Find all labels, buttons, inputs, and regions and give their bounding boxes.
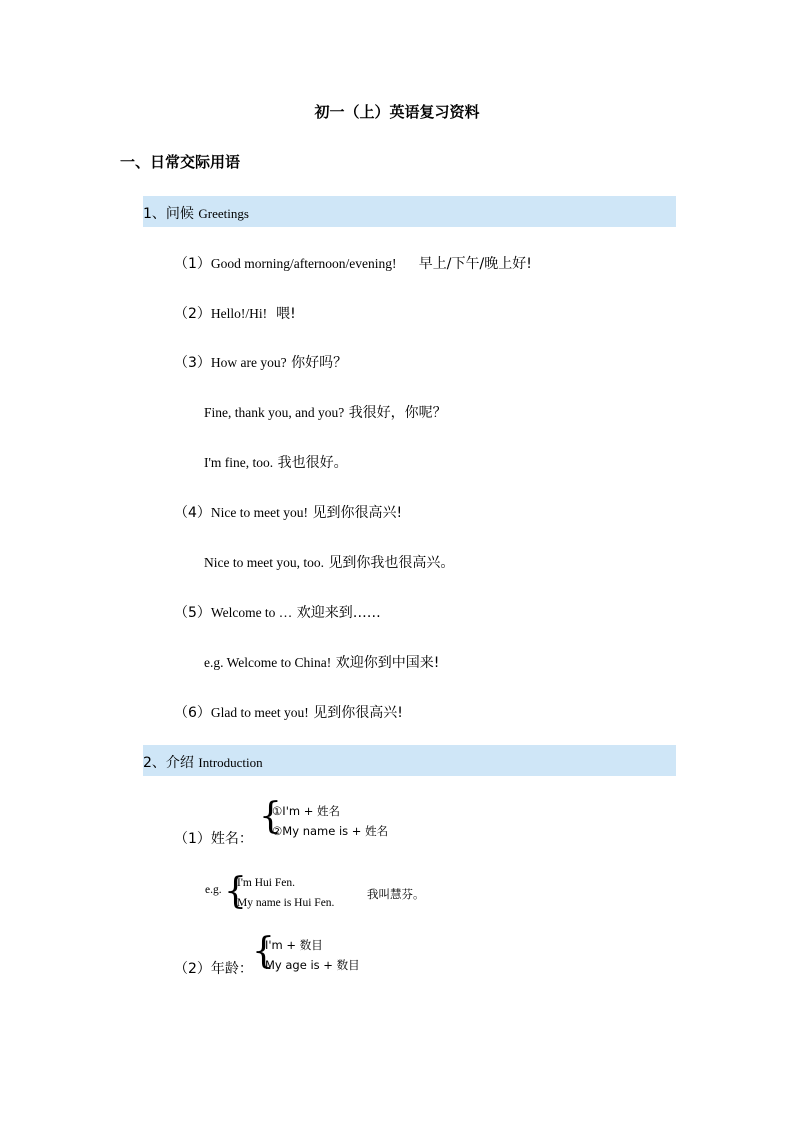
brace-icon: { — [252, 931, 275, 972]
list-item: Nice to meet you, too. 见到你我也很高兴。 — [204, 555, 455, 571]
name-option-2: ②My name is + 姓名 — [272, 824, 389, 838]
list-item: （2）Hello!/Hi! 喂! — [174, 306, 296, 322]
eg-translation: 我叫慧芬。 — [367, 887, 425, 901]
greetings-header-en: Greetings — [198, 206, 249, 221]
greetings-header — [143, 196, 676, 227]
list-item: （3）How are you? 你好吗？ — [174, 355, 348, 371]
eg-line-2: My name is Hui Fen. — [237, 897, 335, 909]
brace-icon: { — [224, 871, 247, 912]
eg-line-1: I'm Hui Fen. — [237, 877, 295, 889]
name-label: （1）姓名： — [174, 831, 253, 847]
age-option-2: My age is + 数目 — [265, 958, 360, 972]
list-item: e.g. Welcome to China! 欢迎你到中国来! — [204, 655, 440, 671]
brace-icon: { — [259, 796, 282, 837]
list-item: （1）Good morning/afternoon/evening! 早上/下午/晚上好! — [174, 256, 532, 272]
introduction-header — [143, 745, 676, 776]
list-item: Fine, thank you, and you? 我很好，你呢？ — [204, 405, 447, 421]
eg-label: e.g. — [205, 884, 222, 896]
page-title: 初一（上）英语复习资料 — [314, 103, 480, 121]
list-item: （4）Nice to meet you! 见到你很高兴! — [174, 505, 403, 521]
introduction-header-en: Introduction — [198, 755, 263, 770]
list-item: （6）Glad to meet you! 见到你很高兴! — [174, 705, 403, 721]
age-option-1: I'm + 数目 — [265, 938, 323, 952]
section-heading: 一、日常交际用语 — [120, 153, 241, 171]
name-option-1: ①I'm + 姓名 — [272, 804, 341, 818]
introduction-header-zh: 2、介绍 — [143, 755, 194, 771]
list-item: I'm fine, too. 我也很好。 — [204, 455, 348, 471]
list-item: （5）Welcome to … 欢迎来到…… — [174, 605, 381, 621]
greetings-header-zh: 1、问候 — [143, 206, 194, 222]
age-label: （2）年龄： — [174, 961, 253, 977]
